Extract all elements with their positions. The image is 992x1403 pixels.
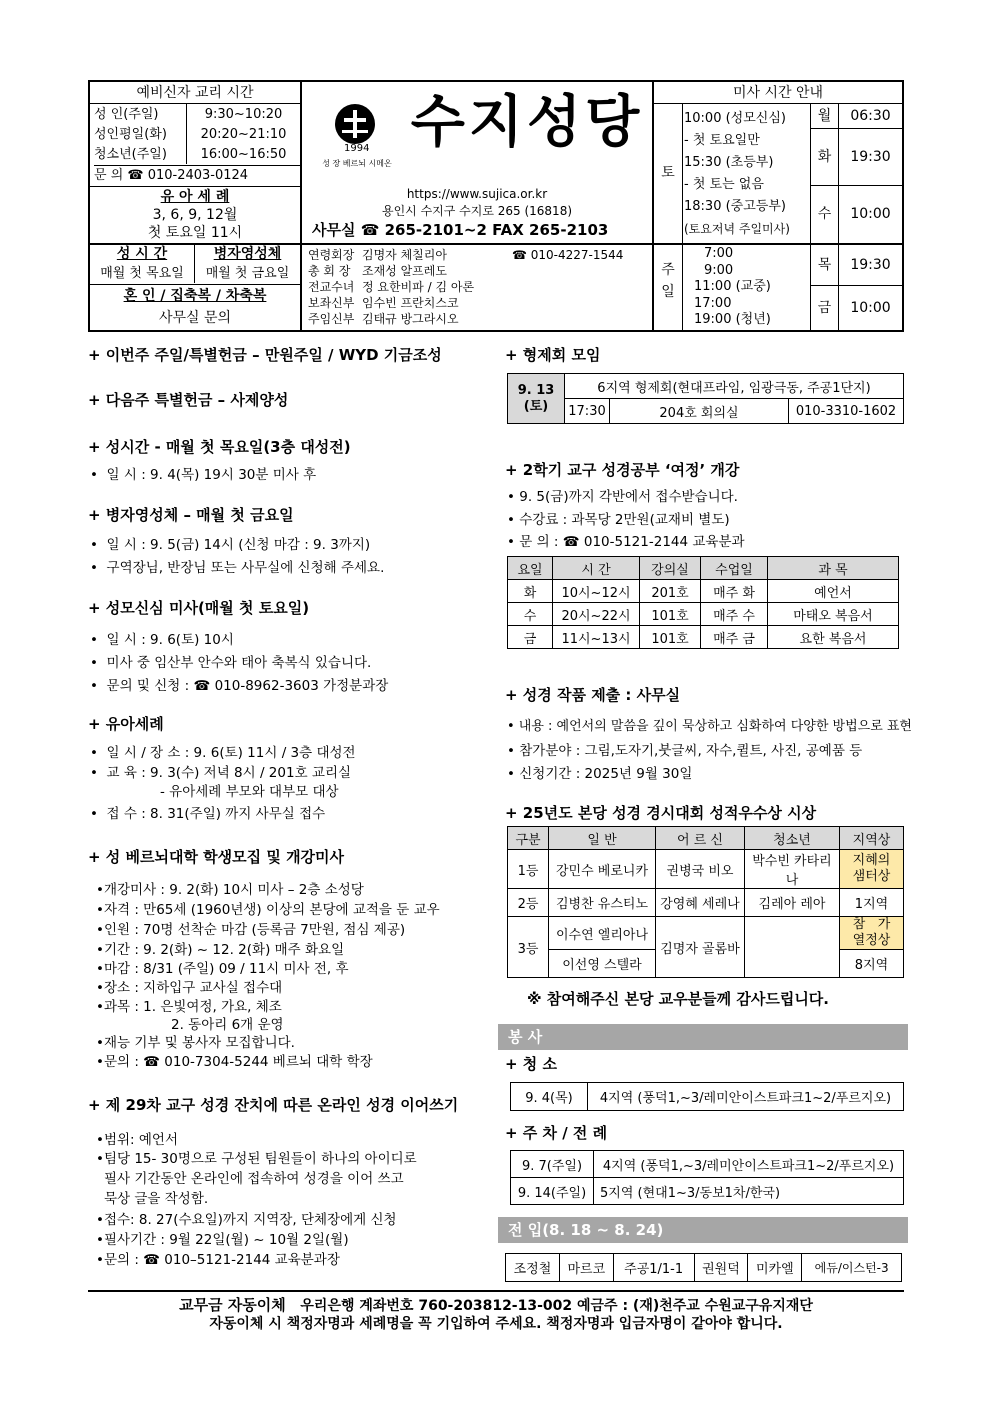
header-box <box>88 80 904 332</box>
table-row: 2등 김병찬 유스티노 강영혜 세레나 김레아 레아 1지역 <box>508 889 904 917</box>
infant-months: 3, 6, 9, 12월 <box>152 207 238 223</box>
website-link[interactable]: https://www.sujica.or.kr <box>406 187 548 201</box>
catechism-contact: 문 의 ☎ 010-2403-0124 <box>94 165 300 185</box>
infant-baptism-title: + 유아세례 <box>88 715 164 733</box>
table-header: 수업일 <box>701 557 768 580</box>
table-row: 수 20시~22시 101호 매주 수 마태오 복음서 <box>508 603 899 626</box>
list-item: • 내용 : 예언서의 말씀을 깊이 묵상하고 심화하여 다양한 방법으로 표현 <box>507 719 912 734</box>
list-item: • 참가분야 : 그림,도자기,붓글씨, 자수,퀼트, 사진, 공예품 등 <box>507 743 863 759</box>
brotherhood-desc: 6지역 형제회(현대프라임, 임광극동, 주공1단지) <box>565 374 904 399</box>
list-item: •문의 : ☎ 010–5121-2144 교육분과장 <box>96 1252 340 1268</box>
table-header: 과 목 <box>768 557 899 580</box>
weekday-label: 수 <box>817 206 832 222</box>
weekday-label: 화 <box>817 149 832 165</box>
marriage-label: 혼 인 / 집축복 / 차축복 <box>90 284 300 306</box>
list-item: • 문 의 : ☎ 010-5121-2144 교육분과 <box>507 534 745 550</box>
weekday-time: 10:00 <box>850 300 891 316</box>
logo-caption: 성 장 베르뇌 시메온 <box>322 159 392 168</box>
catechism-row-time: 20:20~21:10 <box>200 127 287 142</box>
list-item: 묵상 글을 작성함. <box>104 1191 209 1207</box>
weekday-time: 10:00 <box>850 206 891 222</box>
footer-line1: 교무금 자동이체 우리은행 계좌번호 760-203812-13-002 예금주 : (재)천주교 수원교구유지재단 <box>179 1296 813 1314</box>
list-item: • 미사 중 임산부 안수와 태아 축복식 있습니다. <box>90 655 372 671</box>
weekday-label: 월 <box>817 108 832 124</box>
table-row: 3등 이수연 엘리아나 김명자 골롬바 참 가 열정상 <box>508 917 904 950</box>
sick-communion-value: 매월 첫 금요일 <box>205 266 290 281</box>
weekday-time: 19:30 <box>850 257 891 273</box>
sick-communion-title: + 병자영성체 – 매월 첫 금요일 <box>88 506 294 524</box>
table-header: 구분 <box>508 827 549 850</box>
brotherhood-time: 17:30 <box>565 399 610 424</box>
list-item: •재능 기부 및 봉사자 모집합니다. <box>96 1035 295 1051</box>
catechism-title: 예비신자 교리 시간 <box>90 82 300 104</box>
table-row: 이선영 스텔라 8지역 <box>508 950 904 978</box>
weekday-time: 19:30 <box>850 149 891 165</box>
brotherhood-table <box>507 373 904 424</box>
brotherhood-place: 204호 회의실 <box>610 399 789 424</box>
list-item: •인원 : 70명 선착순 마감 (등록금 7만원, 점심 제공) <box>96 922 406 938</box>
weekday-label: 금 <box>817 300 832 316</box>
table-row: 9. 14(주일) 5지역 (현대1~3/동보1차/한국) <box>511 1178 904 1205</box>
list-item: •필사기간 : 9월 22일(월) ~ 10월 2일(월) <box>96 1232 349 1248</box>
list-item: • 구역장님, 반장님 또는 사무실에 신청해 주세요. <box>90 560 385 576</box>
verneaux-college-title: + 성 베르뇌대학 학생모집 및 개강미사 <box>88 848 345 866</box>
list-item: •팀당 15- 30명으로 구성된 팀원들이 하나의 아이디로 <box>96 1151 417 1167</box>
thanks-note: ※ 참여해주신 본당 교우분들께 감사드립니다. <box>527 990 829 1008</box>
list-item: • 일 시 : 9. 4(목) 19시 30분 미사 후 <box>90 467 317 483</box>
weekday-time: 06:30 <box>850 108 891 124</box>
table-row: 9. 4(목) 4지역 (풍덕1,~3/레미안이스트파크1~2/푸르지오) <box>511 1083 904 1111</box>
bible-writing-title: + 제 29차 교구 성경 잔치에 따른 온라인 성경 이어쓰기 <box>88 1096 459 1114</box>
church-name: 수지성당 <box>410 90 644 155</box>
table-header: 일 반 <box>549 827 656 850</box>
saturday-label: 토 <box>661 165 675 181</box>
table-header: 어 르 신 <box>656 827 745 850</box>
service-bar: 봉 사 <box>498 1024 908 1050</box>
cleaning-table <box>510 1082 904 1111</box>
table-header: 강의실 <box>640 557 701 580</box>
list-item: •과목 : 1. 은빛여정, 가요, 체조 <box>96 999 282 1015</box>
logo-year: 1994 <box>344 143 370 154</box>
list-item: • 교 육 : 9. 3(수) 저녁 8시 / 201호 교리실 <box>90 765 352 781</box>
holy-hour-value: 매월 첫 목요일 <box>100 266 184 281</box>
brotherhood-phone: 010-3310-1602 <box>789 399 904 424</box>
list-item: - 유아세례 부모와 대부모 대상 <box>160 784 339 800</box>
list-item: •기간 : 9. 2(화) ~ 12. 2(화) 매주 화요일 <box>96 942 345 958</box>
bible-quiz-title: + 25년도 본당 성경 경시대회 성적우수상 시상 <box>505 804 817 822</box>
sunday-masses: 7:00 9:00 11:00 (교중) 17:00 19:00 (청년) <box>694 246 771 327</box>
table-header: 요일 <box>508 557 553 580</box>
list-item: •자격 : 만65세 (1960년생) 이상의 본당에 교적을 둔 교우 <box>96 902 440 918</box>
list-item: • 신청기간 : 2025년 9월 30일 <box>507 766 693 782</box>
table-header: 시 간 <box>553 557 640 580</box>
list-item: •개강미사 : 9. 2(화) 10시 미사 – 2층 소성당 <box>96 882 364 898</box>
bible-study-title: + 2학기 교구 성경공부 ‘여정’ 개강 <box>505 461 740 479</box>
staff-row: 총 회 장 조재성 알프레도 <box>308 264 447 278</box>
table-header: 청소년 <box>745 827 840 850</box>
table-row: 조정철 마르코 주공1/1-1 권원덕 미카엘 에듀/이스턴-3 <box>506 1254 902 1282</box>
mass-title: 미사 시간 안내 <box>654 82 902 104</box>
footer-line2: 자동이체 시 책정자명과 세례명을 꼭 기입하여 주세요. 책정자명과 입금자명이 같아야 합니다. <box>209 1316 783 1332</box>
list-item: • 9. 5(금)까지 각반에서 접수받습니다. <box>507 489 738 505</box>
table-row: 금 11시~13시 101호 매주 금 요한 복음서 <box>508 626 899 649</box>
staff-list <box>308 247 648 327</box>
table-row: 화 10시~12시 201호 매주 화 예언서 <box>508 580 899 603</box>
table-row: 1등 강민수 베로니카 권병국 비오 박수빈 카타리나 지혜의 샘터상 <box>508 850 904 889</box>
table-header: 지역상 <box>840 827 904 850</box>
marriage-value: 사무실 문의 <box>158 310 232 326</box>
weekday-label: 목 <box>817 257 832 273</box>
marian-mass-title: + 성모신심 미사(매월 첫 토요일) <box>88 599 310 617</box>
catechism-row-time: 16:00~16:50 <box>200 147 287 162</box>
list-item: 필사 기간동안 온라인에 접속하여 성경을 이어 쓰고 <box>104 1171 404 1187</box>
list-item: •접수: 8. 27(수요일)까지 지역장, 단체장에게 신청 <box>96 1212 397 1228</box>
list-item: • 문의 및 신청 : ☎ 010-8962-3603 가정분과장 <box>90 678 389 694</box>
table-row: 9. 7(주일) 4지역 (풍덕1,~3/레미안이스트파크1~2/푸르지오) <box>511 1151 904 1178</box>
list-item: •범위: 예언서 <box>96 1132 179 1148</box>
move-in-bar: 전 입(8. 18 ~ 8. 24) <box>498 1217 908 1243</box>
holy-hour-label: 성 시 간 <box>116 246 168 262</box>
parking-table <box>510 1150 904 1205</box>
catechism-row-time: 9:30~10:20 <box>204 107 283 122</box>
address: 용인시 수지구 수지로 265 (16818) <box>381 204 573 218</box>
parking-title: + 주 차 / 전 례 <box>505 1124 608 1142</box>
list-item: •장소 : 지하입구 교사실 접수대 <box>96 980 283 996</box>
catechism-row-label: 청소년(주일) <box>94 147 167 162</box>
list-item: • 접 수 : 8. 31(주일) 까지 사무실 접수 <box>90 806 326 822</box>
staff-row: 보좌신부 임수빈 프란치스코 <box>308 296 459 310</box>
list-item: •문의 : ☎ 010-7304-5244 베르뇌 대학 학장 <box>96 1054 373 1070</box>
catechism-row-label: 성 인(주일) <box>94 107 159 122</box>
offering-this-week: + 이번주 주일/특별헌금 – 만원주일 / WYD 기금조성 <box>88 346 442 364</box>
bible-study-table <box>507 556 899 649</box>
staff-row: 전교수녀 정 요한비파 / 김 아론 <box>308 280 475 294</box>
office-phone: 사무실 ☎ 265-2101~2 FAX 265-2103 <box>312 221 609 239</box>
brotherhood-title: + 형제회 모임 <box>505 346 601 364</box>
bible-art-title: + 성경 작품 제출 : 사무실 <box>505 686 681 704</box>
offering-next-week: + 다음주 특별헌금 – 사제양성 <box>88 391 289 409</box>
staff-row: 주임신부 김태규 방그라시오 <box>308 312 459 326</box>
brotherhood-date: 9. 13 (토) <box>508 374 565 424</box>
holy-hour-title: + 성시간 - 매월 첫 목요일(3층 대성전) <box>88 438 351 456</box>
list-item: • 수강료 : 과목당 2만원(교재비 별도) <box>507 512 730 528</box>
list-item: • 일 시 : 9. 5(금) 14시 (신청 마감 : 9. 3까지) <box>90 537 371 553</box>
list-item: •마감 : 8/31 (주일) 09 / 11시 미사 전, 후 <box>96 961 349 977</box>
move-in-table <box>505 1253 902 1282</box>
saturday-masses: 10:00 (성모신심) - 첫 토요일만 15:30 (초등부) - 첫 토는 없음 18:30 (중고등부) (토요저녁 주일미사) <box>684 111 790 236</box>
staff-row: 연령회장 김명자 체칠리아 ☎ 010-4227-1544 <box>308 248 624 262</box>
cleaning-title: + 청 소 <box>505 1055 557 1073</box>
infant-day: 첫 토요일 11시 <box>147 225 243 241</box>
list-item: 2. 동아리 6개 운영 <box>171 1017 284 1033</box>
infant-title: 유 아 세 례 <box>90 186 300 206</box>
sick-communion-label: 병자영성체 <box>213 246 282 262</box>
sunday-label: 주 일 <box>661 262 675 300</box>
list-item: • 일 시 / 장 소 : 9. 6(토) 11시 / 3층 대성전 <box>90 745 356 761</box>
bible-quiz-table <box>507 826 904 978</box>
list-item: • 일 시 : 9. 6(토) 10시 <box>90 632 234 648</box>
catechism-row-label: 성인평일(화) <box>94 127 167 142</box>
